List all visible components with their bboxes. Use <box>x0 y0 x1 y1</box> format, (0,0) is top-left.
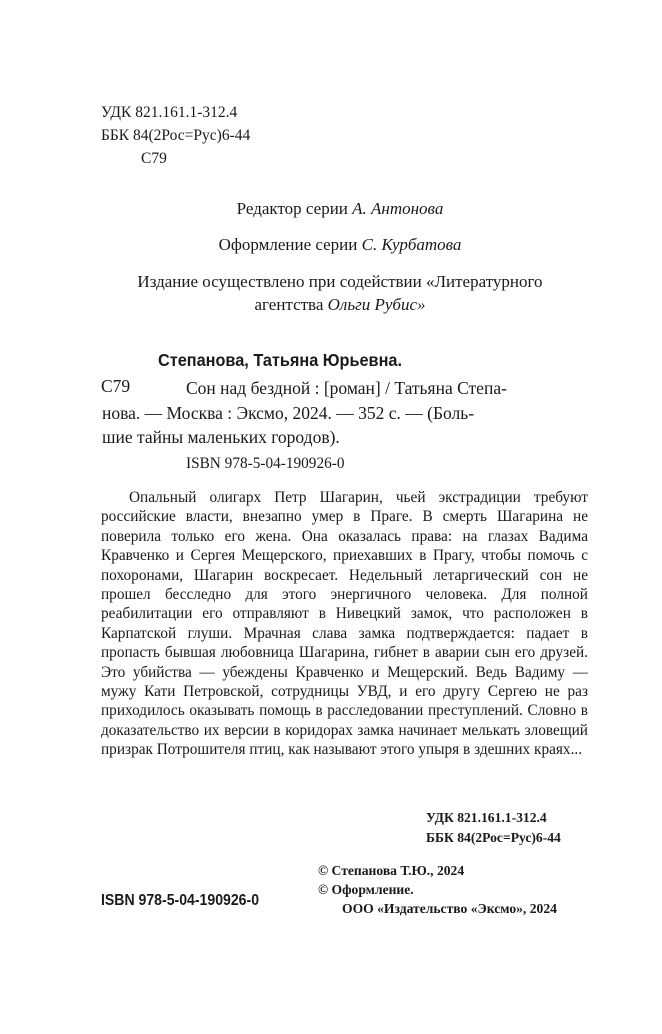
series-editor-line <box>60 199 620 219</box>
bbk-code: ББК 84(2Рос=Рус)6-44 <box>101 127 251 144</box>
classification-block <box>101 101 250 170</box>
author-mark: С79 <box>141 150 167 167</box>
copyright-author: © Степанова Т.Ю., 2024 <box>318 863 465 878</box>
copyright-publisher: ООО «Издательство «Эксмо», 2024 <box>342 901 557 916</box>
copyright-block <box>318 861 557 918</box>
udk-code: УДК 821.161.1-312.4 <box>101 104 238 121</box>
agency-name: Ольги Рубис» <box>327 295 426 314</box>
series-design-name: С. Курбатова <box>361 235 462 254</box>
series-design-label: Оформление серии <box>218 235 358 254</box>
copyright-design: © Оформление. <box>318 882 414 897</box>
bib-author-mark: С79 <box>101 376 131 396</box>
series-editor-label: Редактор серии <box>236 199 348 218</box>
footer-codes <box>426 808 561 848</box>
agency-line-2: агентства Ольги Рубис» <box>254 295 426 314</box>
agency-note <box>60 270 620 316</box>
footer-bbk: ББК 84(2Рос=Рус)6-44 <box>426 830 561 845</box>
annotation-text: Опальный олигарх Петр Шагарин, чьей экстрадиции требуют российские власти, внезапно умер в Праге. В смерть Шагарина не поверила только его жена. Она оказалась права: на глазах Вадима Кравченко и Сергея Мещерского, приехавших в Прагу, чтобы помочь с похоронами, Шагарин воскресает. Недельный летаргический сон не прошел бесследно для этого энергичного человека. Для полной реабилитации его отправляют в Нивецкий замок, что расположен в Карпатской глуши. Мрачная слава замка подтверждается: падает в пропасть бывшая любовница Шагарина, гибнет в аварии сын его друзей. Это убийства — убеждены Кравченко и Мещерский. Ведь Вадиму — мужу Кати Петровской, сотрудницы УВД, и его другу Сергею не раз приходилось оказывать помощь в расследовании преступлений. Словно в доказательство их версии в коридорах замка начинает мелькать зловещий призрак Потрошителя птиц, как называют этого упыря в здешних краях... <box>101 489 588 759</box>
series-design-line <box>60 235 620 255</box>
bib-isbn: ISBN 978-5-04-190926-0 <box>186 455 345 472</box>
agency-line-1: Издание осуществлено при содействии «Литературного <box>137 272 543 291</box>
bib-line-2: нова. — Москва : Эксмо, 2024. — 352 с. — (Боль- <box>102 402 475 423</box>
footer-isbn: ISBN 978-5-04-190926-0 <box>101 892 260 909</box>
bib-line-1: Сон над бездной : [роман] / Татьяна Степа- <box>186 378 507 398</box>
series-editor-name: А. Антонова <box>352 199 444 218</box>
author-heading: Степанова, Татьяна Юрьевна. <box>158 350 402 370</box>
footer-udk: УДК 821.161.1-312.4 <box>426 810 547 825</box>
bib-line-3: шие тайны маленьких городов). <box>102 427 340 447</box>
